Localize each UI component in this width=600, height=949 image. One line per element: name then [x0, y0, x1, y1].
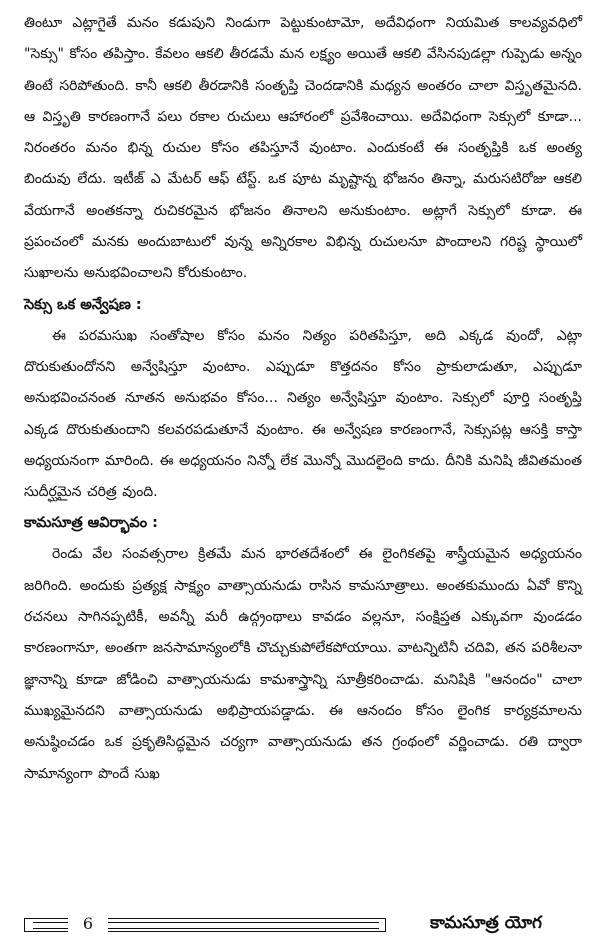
paragraph-3: రెండు వేల సంవత్సరాల క్రితమే మన భారతదేశంలో ఈ లైంగికతపై శాస్త్రీయమైన అధ్యయనం జరిగింది. అందుకు ప్రత్యక్ష సాక్ష్యం వాత్సాయనుడు రాసిన కామసూత్రాలు. అంతకుముందు ఏవో కొన్ని రచనలు సాగినప్పటికీ, అవన్నీ మరీ ఉద్గ్రంథాలు కావడం వల్లనూ, సంక్షిప్తత ఎక్కువగా వుండడం కారణంగానూ, అంతగా జనసామాన్యంలోకి చొచ్చుకుపోలేకపోయాయి. వాటన్నిటినీ చదివి, తన పరిశీలనా జ్ఞానాన్ని కూడా జోడించి వాత్సాయనుడు కామశాస్త్రాన్ని సూత్రీకరించాడు. మనిషికి "ఆనందం" చాలా ముఖ్యమైనదని వాత్సాయనుడు అభిప్రాయపడ్డాడు. ఈ ఆనందం కోసం లైంగిక కార్యక్రమాలను అనుష్ఠించడం ఒక ప్రకృతిసిద్ధమైన చర్యగా వాత్సాయనుడు తన గ్రంథంలో వర్ణించాడు. రతి ద్వారా సామాన్యంగా పొందే సుఖ: [24, 546, 582, 782]
book-title: కామసూత్ర యోగ: [430, 913, 542, 933]
paragraph-1: తింటూ ఎట్లాగైతే మనం కడుపుని నిండుగా పెట్టుకుంటామో, అదేవిధంగా నియమిత కాలవ్యవధిలో "సెక్సు" కోసం తపిస్తాం. కేవలం ఆకలి తీరడమే మన లక్ష్యం అయితే ఆకలి వేసినపుడల్లా గుప్పెడు అన్నం తింటే సరిపోతుంది. కానీ ఆకలి తీరడానికి సంతృప్తి చెందడానికి మధ్యన అంతరం చాలా విస్తృతమైనది. ఆ విస్తృతి కారణంగానే పలు రకాల రుచులు ఆహారంలో ప్రవేశించాయి. అదేవిధంగా సెక్సులో కూడా... నిరంతరం మనం భిన్న రుచుల కోసం తపిస్తూనే వుంటాం. ఎందుకంటే ఈ సంతృప్తికి ఒక అంత్య బిందువు లేదు. ఇటీజ్ ఎ మేటర్ ఆఫ్ టేస్ట్. ఒక పూట మృష్టాన్న భోజనం తిన్నా, మరుసటిరోజు ఆకలి వేయగానే అంతకన్నా రుచికరమైన భోజనం తినాలని అనుకుంటాం. అట్లాగే సెక్సులో కూడా. ఈ ప్రపంచంలో మనకు అందుబాటులో వున్న అన్నిరకాల విభిన్న రుచులనూ పొందాలని గరిష్ట స్థాయిలో సుఖాలను అనుభవించాలని కోరుకుంటాం.: [24, 15, 582, 282]
page-body: [24, 8, 582, 790]
page-number: 6: [68, 912, 108, 936]
section-heading-search: సెక్సు ఒక అన్వేషణ :: [24, 296, 142, 313]
page-footer: [24, 908, 582, 938]
paragraph-2: ఈ పరమసుఖ సంతోషాల కోసం మనం నిత్యం పరితపిస్తూ, అది ఎక్కడ వుందో, ఎట్లా దొరుకుతుందోనని అన్వేషిస్తూ వుంటాం. ఎప్పుడూ కొత్తదనం కోసం ప్రాకులాడుతూ, ఎప్పుడూ అనుభవించనంత నూతన అనుభవం కోసం... నిత్యం అన్వేషిస్తూ వుంటాం. సెక్సులో పూర్తి సంతృప్తి ఎక్కడ దొరుకుతుందాని కలవరపడుతూనే వుంటాం. ఈ అన్వేషణ కారణంగానే, సెక్సుపట్ల ఆసక్తి కాస్తా అధ్యయనంగా మారింది. ఈ అధ్యయనం నిన్నో లేక మొన్నో మొదలైంది కాదు. దీనికి మనిషి జీవితమంత సుదీర్ఘమైన చరిత్ర వుంది.: [24, 327, 582, 501]
section-heading-origin: కామసూత్ర ఆవిర్భావం :: [24, 515, 158, 532]
